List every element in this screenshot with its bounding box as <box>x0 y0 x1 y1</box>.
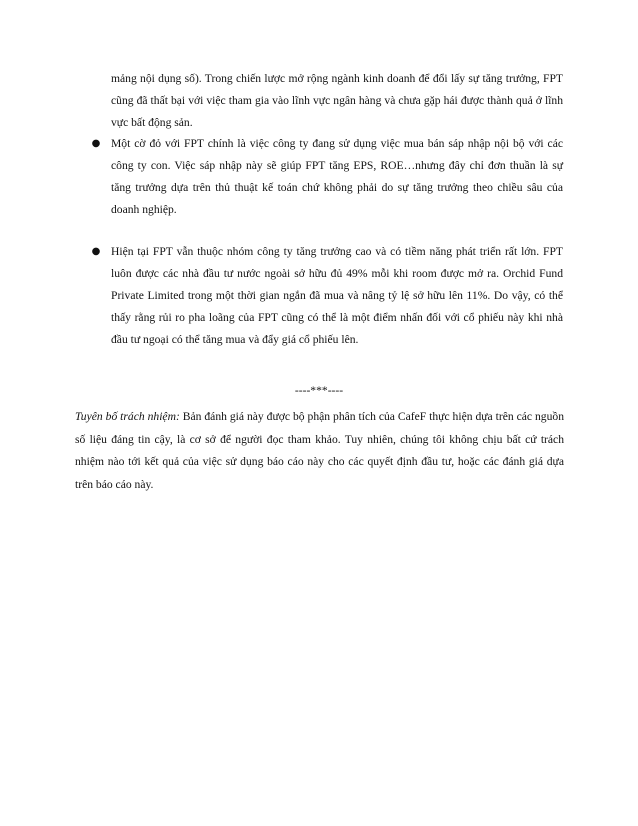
bullet-text: Một cờ đỏ với FPT chính là việc công ty đang sử dụng việc mua bán sáp nhập nội bộ với các công ty con. Việc sáp nhập này sẽ giúp FPT tăng EPS, ROE…nhưng đây chỉ đơn thuần là sự tăng trưởng dựa trên thủ thuật kế toán chứ không phải do sự tăng trưởng theo chiều sâu của doanh nghiệp. <box>111 137 563 216</box>
bullet-icon: ● <box>91 246 101 257</box>
disclaimer-paragraph <box>75 406 564 496</box>
section-separator: ----***---- <box>294 384 344 397</box>
bullet-icon: ● <box>91 138 101 149</box>
disclaimer-label: Tuyên bố trách nhiệm: <box>75 410 180 423</box>
bullet-item-red-flag <box>91 133 563 221</box>
bullet-text: Hiện tại FPT vẫn thuộc nhóm công ty tăng trưởng cao và có tiềm năng phát triển rất lớn. FPT luôn được các nhà đầu tư nước ngoài sở hữu đủ 49% mỗi khi room được mở ra. Orchid Fund Private Limited trong một thời gian ngắn đã mua và nâng tỷ lệ sở hữu lên 11%. Do vậy, có thể thấy rằng rủi ro pha loãng của FPT cũng có thể là một điểm nhấn đối với cổ phiếu này khi nhà đầu tư ngoại có thể tăng mua và đẩy giá cổ phiếu lên. <box>111 245 563 346</box>
continuation-paragraph: mảng nội dụng số). Trong chiến lược mở rộng ngành kinh doanh để đổi lấy sự tăng trưởng, FPT cũng đã thất bại với việc tham gia vào lĩnh vực ngân hàng và chưa gặp hái được thành quả ở lĩnh vực bất động sản. <box>111 72 563 129</box>
disclaimer-text: Bản đánh giá này được bộ phận phân tích của CafeF thực hiện dựa trên các nguồn số liệu đáng tin cậy, là cơ sở để người đọc tham khảo. Tuy nhiên, chúng tôi không chịu bất cứ trách nhiệm nào tới kết quả của việc sử dụng báo cáo này cho các quyết định đầu tư, hoặc các đánh giá dựa trên báo cáo này. <box>75 410 564 491</box>
bullet-item-growth <box>91 241 563 351</box>
